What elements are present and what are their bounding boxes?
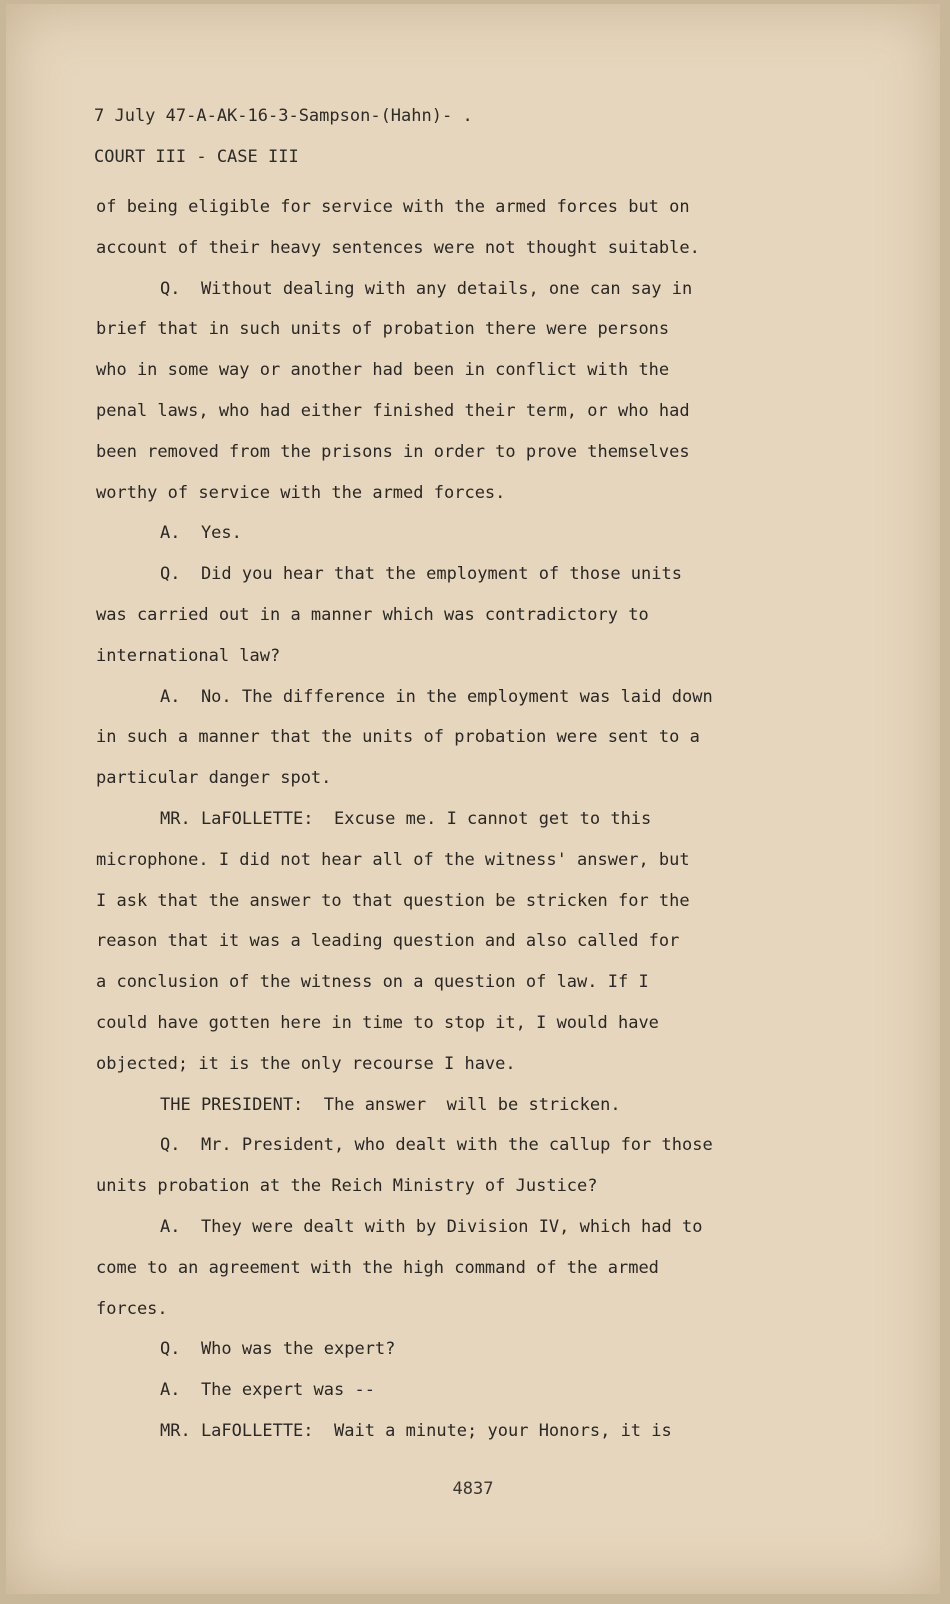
transcript-line: A. No. The difference in the employment was laid down xyxy=(160,686,713,707)
transcript-line: come to an agreement with the high command of the armed xyxy=(96,1257,659,1278)
transcript-line: who in some way or another had been in conflict with the xyxy=(96,360,670,381)
transcript-body xyxy=(96,187,856,1452)
transcript-line: MR. LaFOLLETTE: Wait a minute; your Honors, it is xyxy=(160,1420,672,1441)
transcript-header xyxy=(94,96,473,178)
transcript-line: reason that it was a leading question and also called for xyxy=(96,931,680,952)
transcript-line: a conclusion of the witness on a question of law. If I xyxy=(96,972,649,993)
transcript-line: MR. LaFOLLETTE: Excuse me. I cannot get to this xyxy=(160,808,652,829)
transcript-line: of being eligible for service with the armed forces but on xyxy=(96,197,690,217)
transcript-line: been removed from the prisons in order to prove themselves xyxy=(96,441,690,462)
transcript-line: microphone. I did not hear all of the witness' answer, but xyxy=(96,849,690,870)
transcript-line: units probation at the Reich Ministry of Justice? xyxy=(96,1176,598,1197)
transcript-line: international law? xyxy=(96,645,281,666)
transcript-line: was carried out in a manner which was contradictory to xyxy=(96,604,649,625)
page-number: 4837 xyxy=(452,1479,494,1499)
transcript-line: worthy of service with the armed forces. xyxy=(96,482,506,503)
transcript-line: Q. Mr. President, who dealt with the callup for those xyxy=(160,1135,713,1156)
transcript-line: objected; it is the only recourse I have. xyxy=(96,1053,516,1074)
document-page xyxy=(6,4,940,1594)
transcript-line: A. Yes. xyxy=(160,523,242,544)
header-court-line: COURT III - CASE III xyxy=(94,147,299,167)
transcript-line: Q. Who was the expert? xyxy=(160,1339,396,1360)
transcript-line: particular danger spot. xyxy=(96,768,332,789)
transcript-line: penal laws, who had either finished their term, or who had xyxy=(96,400,690,421)
transcript-line: forces. xyxy=(96,1298,168,1319)
transcript-line: Q. Did you hear that the employment of those units xyxy=(160,564,682,585)
transcript-line: I ask that the answer to that question be stricken for the xyxy=(96,890,690,911)
header-date-line: 7 July 47-A-AK-16-3-Sampson-(Hahn)- . xyxy=(94,106,473,126)
transcript-line: A. They were dealt with by Division IV, which had to xyxy=(160,1216,703,1237)
transcript-line: Q. Without dealing with any details, one can say in xyxy=(160,278,693,299)
transcript-line: account of their heavy sentences were not thought suitable. xyxy=(96,237,700,258)
transcript-line: A. The expert was -- xyxy=(160,1380,375,1401)
transcript-line: THE PRESIDENT: The answer will be stricken. xyxy=(160,1094,621,1115)
transcript-line: brief that in such units of probation there were persons xyxy=(96,319,670,340)
transcript-line: could have gotten here in time to stop it, I would have xyxy=(96,1012,659,1033)
transcript-line: in such a manner that the units of probation were sent to a xyxy=(96,727,700,748)
